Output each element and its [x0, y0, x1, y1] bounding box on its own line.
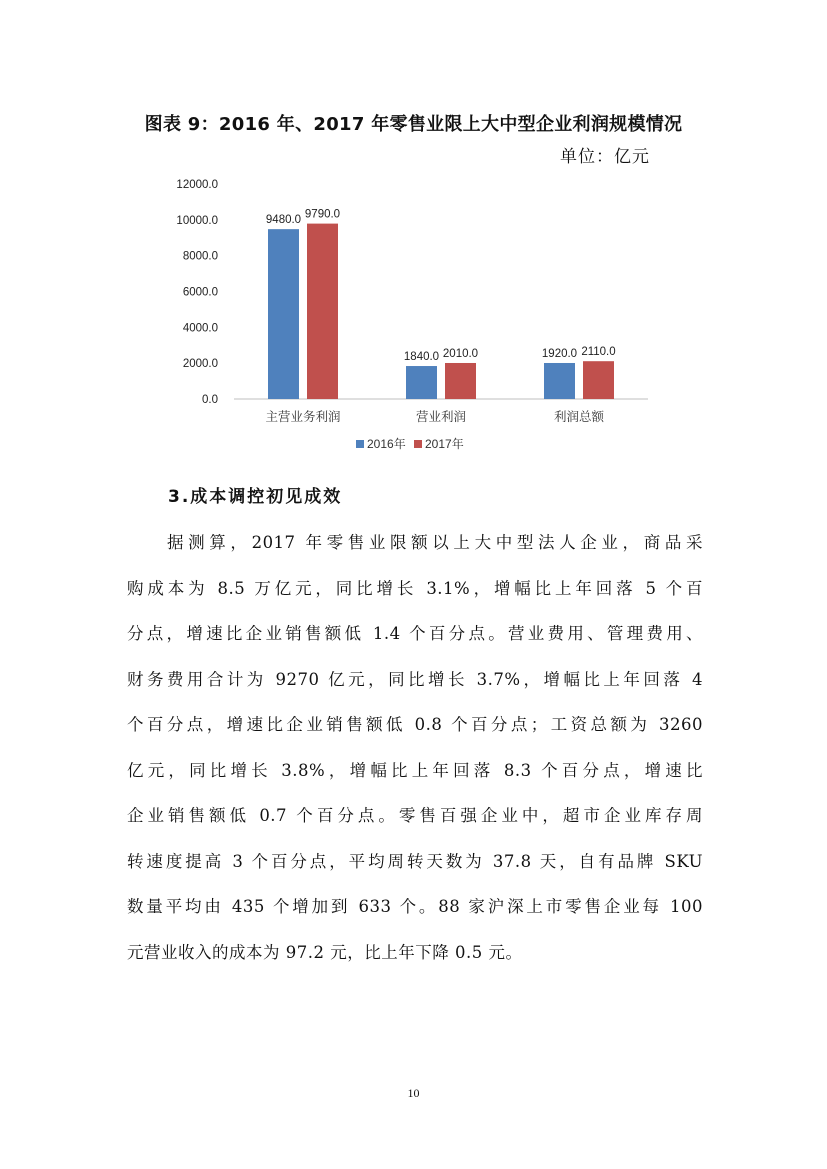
profit-bar-chart — [160, 170, 660, 470]
data-label: 1920.0 — [541, 347, 578, 360]
y-tick-label: 6000.0 — [182, 286, 218, 299]
body-paragraph — [127, 520, 703, 975]
bar-2016年 — [544, 363, 575, 399]
bar-2017年 — [307, 224, 338, 399]
data-label: 9790.0 — [304, 208, 341, 221]
x-tick-label: 利润总额 — [553, 410, 605, 424]
bar-2017年 — [583, 361, 614, 399]
legend-label: 2017年 — [425, 437, 464, 451]
data-label: 2110.0 — [581, 346, 616, 359]
body-line: 个百分点，增速比企业销售额低 0.8 个百分点；工资总额为 3260 — [127, 715, 703, 734]
bar-2017年 — [445, 363, 476, 399]
y-tick-label: 0.0 — [202, 394, 218, 406]
y-tick-label: 4000.0 — [182, 322, 218, 335]
body-line: 元营业收入的成本为 97.2 元，比上年下降 0.5 元。 — [127, 942, 523, 962]
figure-title: 图表 9：2016 年、2017 年零售业限上大中型企业利润规模情况 — [144, 114, 683, 135]
body-line: 据测算，2017 年零售业限额以上大中型法人企业，商品采 — [167, 533, 703, 552]
body-line: 企业销售额低 0.7 个百分点。零售百强企业中，超市企业库存周 — [127, 806, 703, 825]
bar-2016年 — [268, 229, 299, 399]
body-line: 分点，增速比企业销售额低 1.4 个百分点。营业费用、管理费用、 — [127, 624, 703, 643]
body-line: 数量平均由 435 个增加到 633 个。88 家沪深上市零售企业每 100 — [127, 897, 703, 916]
figure-unit: 单位：亿元 — [560, 147, 650, 167]
data-label: 2010.0 — [442, 347, 479, 360]
body-line: 财务费用合计为 9270 亿元，同比增长 3.7%，增幅比上年回落 4 — [127, 669, 703, 689]
bar-2016年 — [406, 366, 437, 399]
y-tick-label: 2000.0 — [182, 358, 218, 371]
body-line: 转速度提高 3 个百分点，平均周转天数为 37.8 天，自有品牌 SKU — [127, 851, 703, 871]
y-tick-label: 12000.0 — [176, 179, 218, 191]
y-tick-label: 10000.0 — [176, 214, 218, 227]
page-number: 10 — [407, 1086, 420, 1100]
body-line: 购成本为 8.5 万亿元，同比增长 3.1%，增幅比上年回落 5 个百 — [127, 578, 703, 598]
legend-swatch — [356, 440, 364, 448]
section-heading: 3.成本调控初见成效 — [168, 487, 343, 507]
legend-label: 2016年 — [367, 437, 406, 451]
x-tick-label: 主营业务利润 — [265, 410, 341, 424]
body-line: 亿元，同比增长 3.8%，增幅比上年回落 8.3 个百分点，增速比 — [127, 760, 703, 780]
y-tick-label: 8000.0 — [182, 250, 218, 263]
data-label: 9480.0 — [265, 214, 302, 227]
data-label: 1840.0 — [403, 351, 440, 364]
legend-swatch — [414, 440, 422, 448]
x-tick-label: 营业利润 — [415, 410, 467, 424]
